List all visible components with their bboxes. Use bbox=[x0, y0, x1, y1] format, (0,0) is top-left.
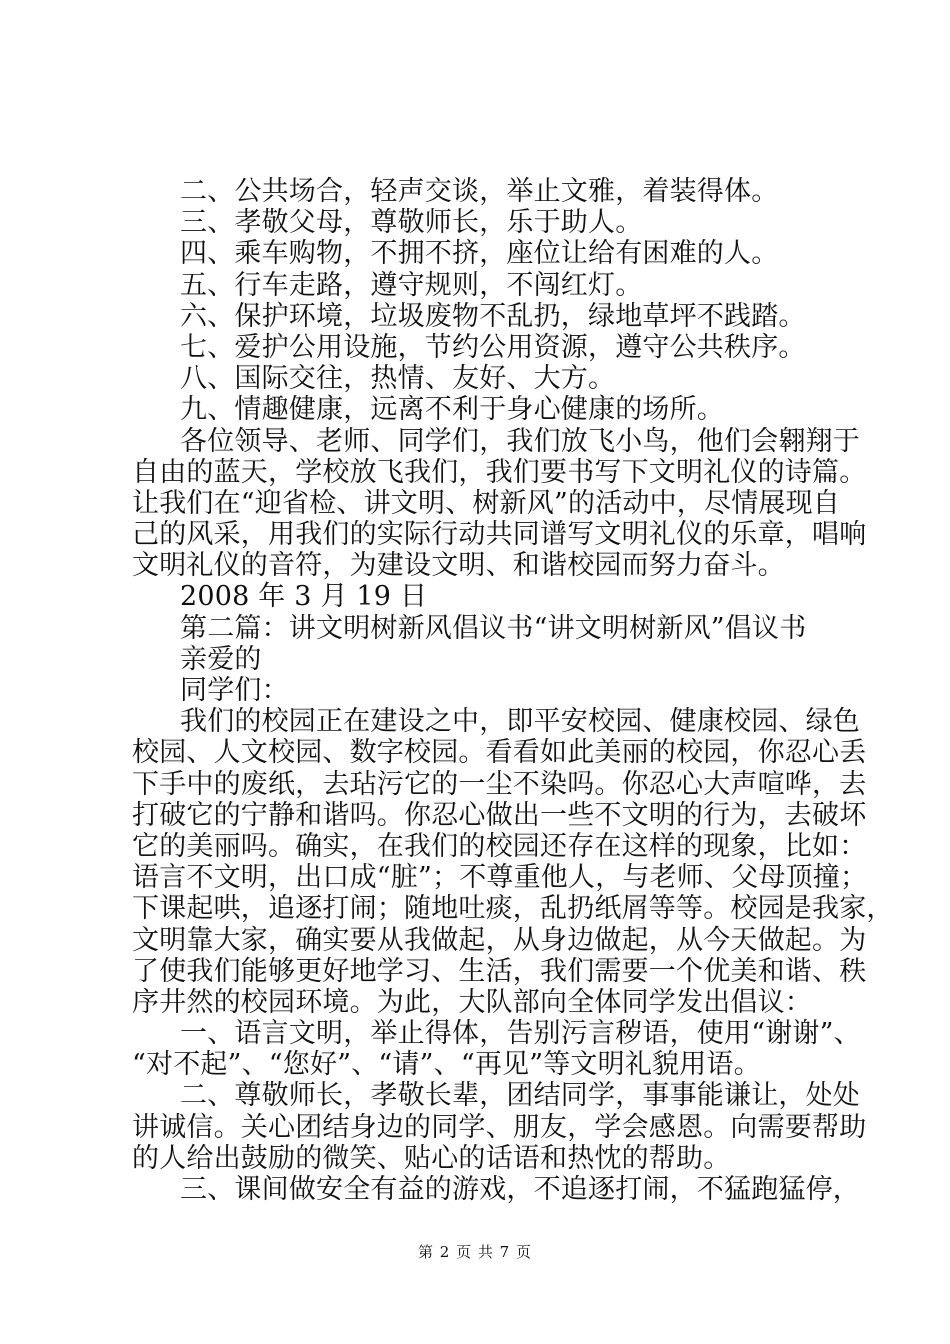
text-line: 六、保护环境，垃圾废物不乱扔，绿地草坪不践踏。 bbox=[180, 300, 806, 332]
text-line: 我们的校园正在建设之中，即平安校园、健康校园、绿色 bbox=[180, 706, 860, 738]
text-line: 亲爱的 bbox=[180, 643, 262, 675]
text-line: 文明礼仪的音符，为建设文明、和谐校园而努力奋斗。 bbox=[132, 550, 785, 582]
text-line: 第二篇：讲文明树新风倡议书“讲文明树新风”倡议书 bbox=[180, 612, 807, 644]
text-line: 一、语言文明，举止得体，告别污言秽语，使用“谢谢”、 bbox=[180, 1018, 861, 1050]
page-footer: 第 2 页 共 7 页 bbox=[418, 1243, 532, 1261]
text-line: 同学们： bbox=[180, 675, 289, 706]
text-line: 五、行车走路，遵守规则，不闯红灯。 bbox=[180, 269, 643, 301]
text-line: 了使我们能够更好地学习、生活，我们需要一个优美和谐、秩 bbox=[132, 955, 867, 987]
text-line: 校园、人文校园、数字校园。看看如此美丽的校园，你忍心丢 bbox=[132, 737, 867, 769]
text-line: “对不起”、“您好”、“请”、“再见”等文明礼貌用语。 bbox=[132, 1049, 761, 1081]
text-line: 让我们在“迎省检、讲文明、树新风”的活动中，尽情展现自 bbox=[132, 487, 841, 519]
text-line: 2008 年 3 月 19 日 bbox=[180, 581, 428, 613]
text-line: 打破它的宁静和谐吗。你忍心做出一些不文明的行为，去破坏 bbox=[132, 799, 867, 831]
text-line: 文明靠大家，确实要从我做起，从身边做起，从今天做起。为 bbox=[132, 924, 867, 956]
text-line: 二、尊敬师长，孝敬长辈，团结同学，事事能谦让，处处 bbox=[180, 1080, 860, 1112]
text-line: 序井然的校园环境。为此，大队部向全体同学发出倡议： bbox=[132, 986, 812, 1018]
text-line: 的人给出鼓励的微笑、贴心的话语和热忱的帮助。 bbox=[132, 1142, 731, 1174]
text-line: 二、公共场合，轻声交谈，举止文雅，着装得体。 bbox=[180, 176, 779, 207]
document-body bbox=[132, 176, 894, 1205]
text-line: 各位领导、老师、同学们，我们放飞小鸟，他们会翱翔于 bbox=[180, 425, 860, 457]
text-line: 语言不文明，出口成“脏”；不尊重他人，与老师、父母顶撞； bbox=[132, 862, 868, 894]
text-line: 下手中的废纸，去玷污它的一尘不染吗。你忍心大声喧哗，去 bbox=[132, 768, 867, 800]
text-line: 三、课间做安全有益的游戏，不追逐打闹，不猛跑猛停， bbox=[180, 1174, 860, 1205]
text-line: 八、国际交往，热情、友好、大方。 bbox=[180, 363, 616, 395]
text-line: 七、爱护公用设施，节约公用资源，遵守公共秩序。 bbox=[180, 331, 806, 363]
text-line: 它的美丽吗。确实，在我们的校园还存在这样的现象，比如： bbox=[132, 830, 867, 862]
text-line: 九、情趣健康，远离不利于身心健康的场所。 bbox=[180, 394, 724, 426]
text-line: 下课起哄，追逐打闹；随地吐痰，乱扔纸屑等等。校园是我家， bbox=[132, 893, 894, 925]
text-line: 三、孝敬父母，尊敬师长，乐于助人。 bbox=[180, 207, 643, 239]
text-line: 自由的蓝天，学校放飞我们，我们要书写下文明礼仪的诗篇。 bbox=[132, 456, 867, 488]
text-line: 己的风采，用我们的实际行动共同谱写文明礼仪的乐章，唱响 bbox=[132, 519, 867, 551]
text-line: 四、乘车购物，不拥不挤，座位让给有困难的人。 bbox=[180, 238, 779, 270]
text-line: 讲诚信。关心团结身边的同学、朋友，学会感恩。向需要帮助 bbox=[132, 1111, 867, 1143]
